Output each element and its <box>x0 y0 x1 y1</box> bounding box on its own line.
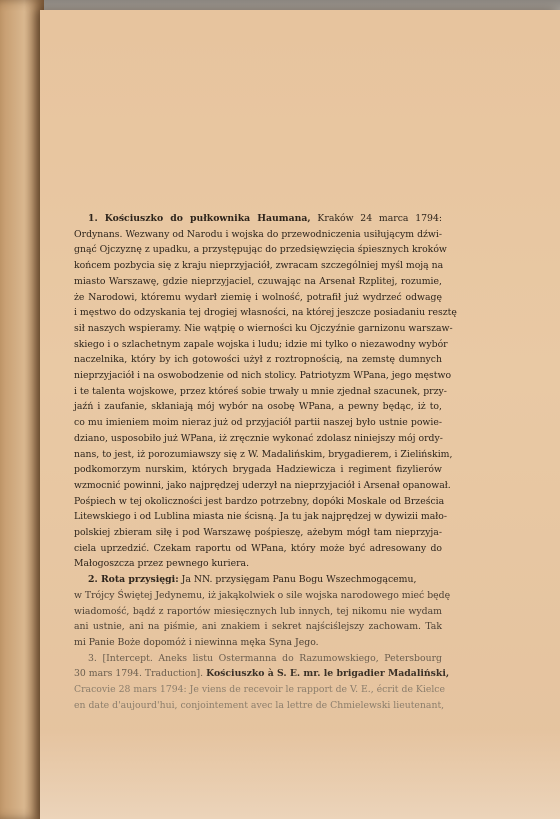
text-line: Litewskiego i od Lublina miasta nie ścisną. Ja tu jak najprędzej w dywizii mało- <box>74 511 447 523</box>
left-page-edge <box>0 0 44 819</box>
document-text <box>74 211 457 714</box>
text-line: naczelnika, który by ich gotowości użył z roztropnością, na zemstę dumnych <box>74 354 442 366</box>
text-line: co mu imieniem moim nieraz już od przyjaciół partii naszej było ustnie powie- <box>74 417 442 429</box>
text-line: nans, to jest, iż porozumiawszy się z W. Madalińskim, brygadierem, i Zielińskim, <box>74 448 453 460</box>
section-2-text: Ja NN. przysięgam Panu Bogu Wszechmogącemu, <box>181 574 417 586</box>
text-line: skiego i o szlachetnym zapale wojska i ludu; idzie mi tylko o niezawodny wybór <box>74 338 448 350</box>
section-3-first-line <box>74 651 442 667</box>
section-2-first-line <box>74 572 442 588</box>
text-line: wzmocnić powinni, jako najprędzej uderzył na nieprzyjaciół i Arsenał opanował. <box>74 479 451 491</box>
text-line: miasto Warszawę, gdzie nieprzyjaciel, czuwając na Arsenał Rzplitej, rozumie, <box>74 275 442 287</box>
text-line: mi Panie Boże dopomóż i niewinna męka Syna Jego. <box>74 636 319 648</box>
section-3-heading: Kościuszko à S. E. mr. le brigadier Madaliński, <box>206 668 450 680</box>
section-1-heading: 1. Kościuszko do pułkownika Haumana, <box>88 213 311 224</box>
section-3-text: [Intercept. Aneks listu Ostermanna do Razumowskiego, Petersbourg <box>102 652 442 664</box>
text-line: i męstwo do odzyskania tej drogiej własności, na której jeszcze posiadaniu resztę <box>74 307 457 319</box>
text-line: Cracovie 28 mars 1794: Je viens de recevoir le rapport de V. E., écrit de Kielce <box>74 684 445 696</box>
text-line: en date d'aujourd'hui, conjointement avec la lettre de Chmielewski lieutenant, <box>74 699 445 711</box>
section-3-second-line <box>74 666 450 682</box>
text-line: polskiej zbieram siłę i pod Warszawę pośpieszę, ażebym mógł tam nieprzyja- <box>74 527 442 539</box>
text-line: Ordynans. Wezwany od Narodu i wojska do przewodniczenia usiłującym dźwi- <box>74 228 442 240</box>
section-2-heading: 2. Rota przysięgi: <box>88 574 179 586</box>
text-line: końcem pozbycia się z kraju nieprzyjaciół, zwracam szczególniej myśl moją na <box>74 260 444 272</box>
text-line: ani ustnie, ani na piśmie, ani znakiem i sekret najściślejszy zachowam. Tak <box>74 621 442 633</box>
text-line: Małogoszcza przez pewnego kuriera. <box>74 558 250 570</box>
text-line: że Narodowi, któremu wydarł ziemię i wolność, potrafił już wydrzeć odwagę <box>74 291 442 303</box>
text-line: sił naszych wspieramy. Nie wątpię o wierności ku Ojczyźnie garnizonu warszaw- <box>74 322 453 334</box>
text-line: wiadomość, bądź z raportów miesięcznych lub innych, tej nikomu nie wydam <box>74 605 442 617</box>
text-line: podkomorzym nurskim, których brygada Hadziewicza i regiment fizylierów <box>74 464 442 476</box>
text-line: dziano, usposobiło już WPana, iż zręcznie wykonać zdolasz niniejszy mój ordy- <box>74 432 443 444</box>
text-line: Pośpiech w tej okoliczności jest bardzo potrzebny, dopóki Moskale od Brześcia <box>74 495 445 507</box>
text-line: jaźń i zaufanie, skłaniają mój wybór na osobę WPana, a pewny będąc, iż to, <box>74 401 442 413</box>
section-1-first-line: 1. Kościuszko do pułkownika Haumana, Kraków 24 marca 1794: <box>88 213 442 224</box>
text-line: nieprzyjaciół i na oswobodzenie od nich stolicy. Patriotyzm WPana, jego męstwo <box>74 370 452 382</box>
text-line: gnąć Ojczyznę z upadku, a przystępując do przedsięwzięcia śpiesznych kroków <box>74 244 447 256</box>
section-3-number: 3. <box>88 652 97 664</box>
section-3-date: 30 mars 1794. Traduction]. <box>74 668 204 680</box>
text-line: ciela uprzedzić. Czekam raportu od WPana, który może być adresowany do <box>74 542 442 554</box>
text-line: w Trójcy Świętej Jedynemu, iż jakąkolwiek o sile wojska narodowego mieć będę <box>74 589 451 601</box>
text-line: i te talenta wojskowe, przez któreś sobie trwały u mnie zjednał szacunek, przy- <box>74 385 447 397</box>
